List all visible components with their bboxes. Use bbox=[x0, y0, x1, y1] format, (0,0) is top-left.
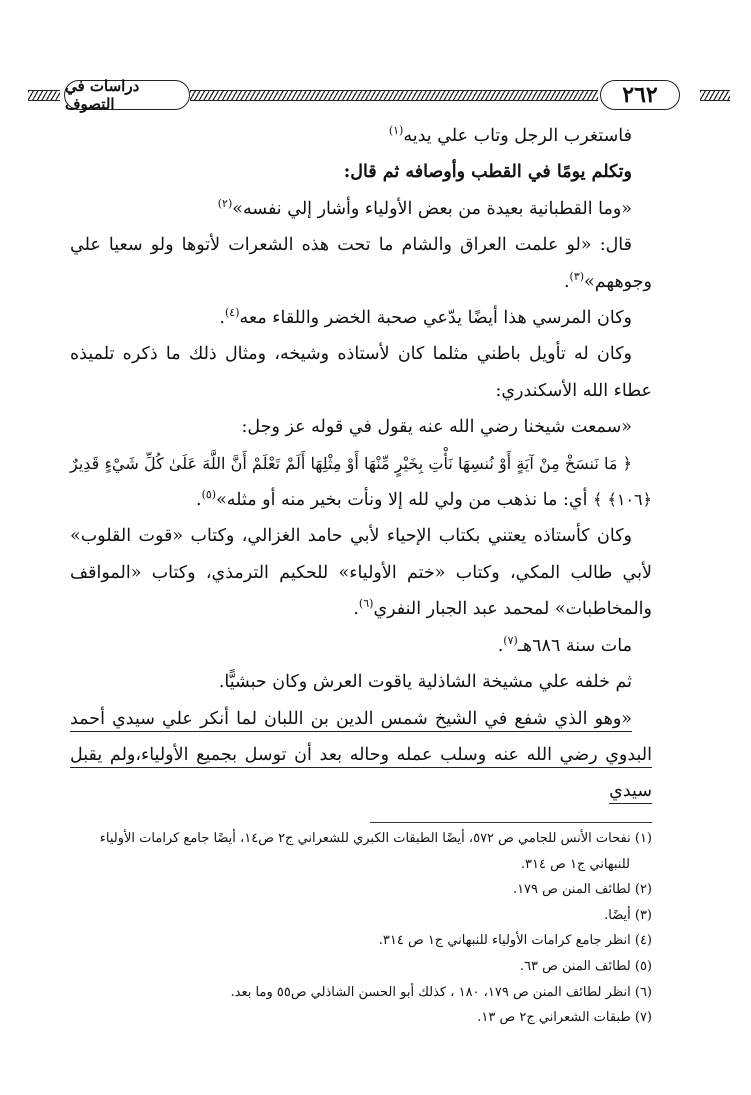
paragraph bbox=[70, 118, 652, 154]
paragraph bbox=[70, 701, 652, 810]
book-title: دراسات في التصوف bbox=[64, 80, 190, 110]
running-header bbox=[28, 78, 730, 114]
footnote bbox=[70, 826, 652, 852]
paragraph-text: فاستغرب الرجل وتاب علي يديه bbox=[403, 126, 632, 146]
paragraph-text: وكان كأستاذه يعتني بكتاب الإحياء لأبي حامد الغزالي، وكتاب «قوت القلوب» لأبي طالب المكي، وكتاب «ختم الأولياء» للحكيم الترمذي، وكتاب «المواقف والمخاطبات» لمحمد عبد الجبار النفري bbox=[70, 526, 652, 620]
header-ornament-left bbox=[28, 90, 60, 101]
paragraph: مات سنة ٦٨٦هـ$^{(٧)}$. bbox=[497, 633, 632, 656]
paragraph-quran: ﴿ مَا نَنسَخْ مِنْ آيَةٍ أَوْ نُنسِهَا نَأْتِ بِخَيْرٍ مِّنْهَا أَوْ مِثْلِهَا أَلَمْ تَعْلَمْ أَنَّ اللَّهَ عَلَىٰ كُلِّ شَيْءٍ قَدِيرٌ ﴿١٠٦﴾ ﴾ أي: ما نذهب من ولي لله إلا ونأت بخير منه أو مثله»$^{(٥)}$. bbox=[70, 453, 652, 511]
footnote-number: (٢) bbox=[634, 882, 652, 898]
paragraph-heading: وتكلم يومًا في القطب وأوصافه ثم قال: bbox=[343, 162, 632, 183]
footnote bbox=[70, 980, 652, 1006]
footnote-ref: (٣) bbox=[569, 269, 585, 283]
footnote bbox=[70, 903, 652, 929]
footnote bbox=[70, 1005, 652, 1031]
paragraph: وكان له تأويل باطني مثلما كان لأستاذه وشيخه، ومثال ذلك ما ذكره تلميذه عطاء الله الأسكندري: bbox=[70, 344, 652, 401]
paragraph: وكان المرسي هذا أيضًا يدّعي صحبة الخضر واللقاء معه$^{(٤)}$. bbox=[219, 306, 632, 329]
footnote-ref: (٦) bbox=[358, 597, 374, 611]
paragraph: قال: «لو علمت العراق والشام ما تحت هذه الشعرات لأتوها ولو سعيا علي وجوههم»$^{(٣)}$. bbox=[70, 235, 652, 292]
paragraph-text: أي: ما نذهب من ولي لله إلا ونأت بخير منه أو مثله» bbox=[216, 490, 593, 511]
footnote-text: انظر لطائف المنن ص ١٧٩، ١٨٠ ، كذلك أبو الحسن الشاذلي ص٥٥ وما بعد. bbox=[230, 984, 631, 1000]
footnote-separator bbox=[370, 822, 652, 823]
footnote-number: (٤) bbox=[634, 933, 652, 949]
footnote-ref: (١) bbox=[388, 124, 404, 138]
header-ornament-middle bbox=[190, 90, 598, 101]
footnote-text: طبقات الشعراني ج٢ ص ١٣. bbox=[477, 1010, 631, 1026]
footnotes bbox=[70, 826, 652, 1031]
paragraph-text: قال: «لو علمت العراق والشام ما تحت هذه الشعرات لأتوها ولو سعيا علي وجوههم» bbox=[70, 235, 652, 292]
footnote-number: (١) bbox=[634, 831, 652, 846]
footnote-number: (٣) bbox=[634, 907, 652, 923]
paragraph: ثم خلفه علي مشيخة الشاذلية ياقوت العرش وكان حبشيًّا. bbox=[218, 672, 632, 693]
paragraph: «سمعت شيخنا رضي الله عنه يقول في قوله عز وجل: bbox=[241, 417, 632, 438]
footnote-continuation: للنبهاني ج١ ص ٣١٤. bbox=[520, 856, 630, 872]
footnote-number: (٧) bbox=[634, 1010, 652, 1026]
body-text bbox=[70, 118, 652, 810]
paragraph: وكان كأستاذه يعتني بكتاب الإحياء لأبي حامد الغزالي، وكتاب «قوت القلوب» لأبي طالب المكي، وكتاب «ختم الأولياء» للحكيم الترمذي، وكتاب «المواقف والمخاطبات» لمحمد عبد الجبار النفري$^{(٦)}$. bbox=[70, 526, 652, 620]
footnote-ref: (٢) bbox=[217, 196, 233, 210]
page-number: ٢٦٢ bbox=[600, 80, 680, 110]
paragraph-text: «وهو الذي شفع في الشيخ شمس الدين بن اللبان لما أنكر علي سيدي أحمد البدوي رضي الله عنه وسلب عمله وحاله بعد أن توسل بجميع الأولياء،ولم يقبل سيدي bbox=[70, 709, 652, 805]
quran-verse: ﴿ مَا نَنسَخْ مِنْ آيَةٍ أَوْ نُنسِهَا نَأْتِ بِخَيْرٍ مِّنْهَا أَوْ مِثْلِهَا أَلَمْ تَعْلَمْ أَنَّ اللَّهَ عَلَىٰ كُلِّ شَيْءٍ قَدِيرٌ ﴿١٠٦﴾ ﴾ bbox=[70, 453, 652, 510]
paragraph-text: وكان المرسي هذا أيضًا يدّعي صحبة الخضر واللقاء معه bbox=[239, 308, 632, 329]
footnote-text: لطائف المنن ص ٦٣. bbox=[519, 958, 631, 974]
footnote-ref: (٧) bbox=[503, 633, 518, 647]
footnote-number: (٦) bbox=[634, 984, 652, 1000]
paragraph-text: «وما القطبانية بعيدة من بعض الأولياء وأشار إلي نفسه» bbox=[232, 198, 632, 219]
footnote-text: نفحات الأنس للجامي ص ٥٧٢، أيضًا الطبقات الكبري للشعراني ج٢ ص١٤، أيضًا جامع كرامات الأولياء bbox=[99, 831, 631, 846]
paragraph-text: مات سنة ٦٨٦هـ bbox=[517, 635, 632, 656]
header-ornament-right bbox=[700, 90, 730, 101]
footnote-text: انظر جامع كرامات الأولياء للنبهاني ج١ ص ٣١٤. bbox=[378, 933, 631, 949]
footnote bbox=[70, 954, 652, 980]
footnote-ref: (٤) bbox=[225, 306, 240, 320]
footnote-number: (٥) bbox=[634, 958, 652, 974]
paragraph bbox=[70, 191, 652, 227]
footnote-text: أيضًا. bbox=[604, 907, 631, 923]
footnote bbox=[70, 877, 652, 903]
footnote-text: لطائف المنن ص ١٧٩. bbox=[512, 882, 631, 898]
footnote-ref: (٥) bbox=[201, 488, 217, 502]
footnote bbox=[70, 928, 652, 954]
